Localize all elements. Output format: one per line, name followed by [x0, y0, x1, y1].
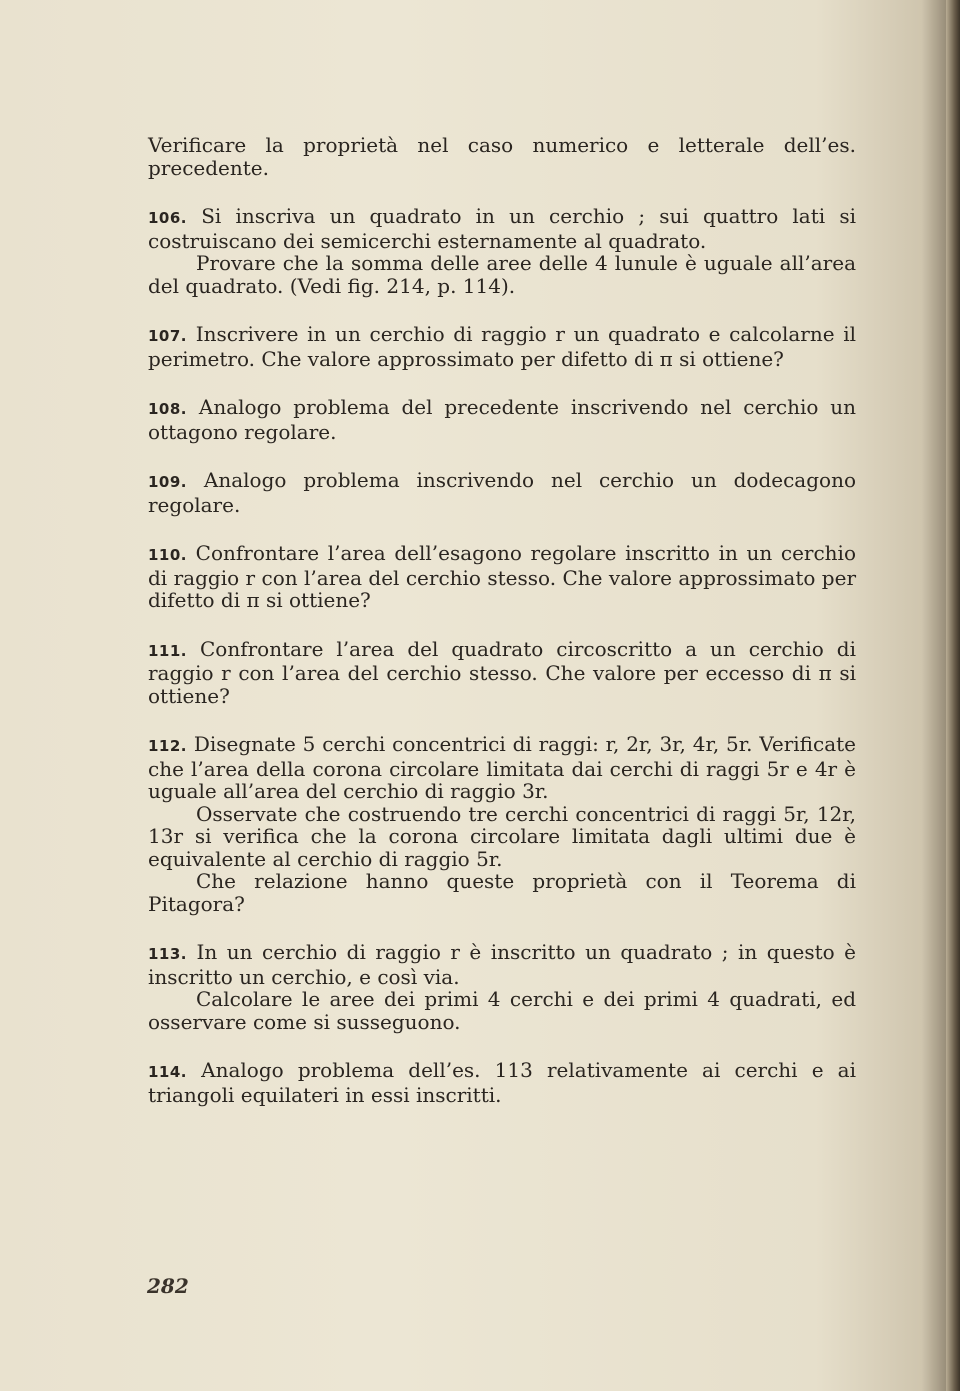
intro-paragraph: Verificare la proprietà nel caso numerico e letterale dell’es. precedente.: [148, 133, 856, 180]
exercise-107: [148, 323, 856, 370]
exercise-number: 111.: [148, 641, 188, 660]
exercise-112: [148, 733, 856, 915]
exercise-text: Analogo problema del precedente inscrivendo nel cerchio un ottagono regolare.: [148, 395, 857, 444]
exercise-108: [148, 396, 856, 443]
exercise-110: [148, 542, 856, 612]
exercise-text: Si inscriva un quadrato in un cerchio ; sui quattro lati si costruiscano dei semicerchi esternamente al quadrato.: [148, 204, 857, 253]
exercise-113: [148, 941, 856, 1033]
exercise-text: Inscrivere in un cerchio di raggio r un quadrato e calcolarne il perimetro. Che valore approssimato per difetto di π si ottiene?: [148, 322, 857, 371]
exercise-text: Provare che la somma delle aree delle 4 lunule è uguale all’area del quadrato. (Vedi fig. 214, p. 114).: [148, 251, 856, 298]
exercise-text: Confrontare l’area del quadrato circoscritto a un cerchio di raggio r con l’area del cerchio stesso. Che valore per eccesso di π si ottiene?: [148, 636, 856, 708]
exercise-number: 113.: [148, 945, 188, 963]
exercise-text: Analogo problema inscrivendo nel cerchio un dodecagono regolare.: [148, 468, 856, 517]
exercise-number: 110.: [148, 546, 188, 564]
exercise-number: 114.: [148, 1063, 188, 1081]
exercise-text: Osservate che costruendo tre cerchi concentrici di raggi 5r, 12r, 13r si verifica che la corona circolare limitata dagli ultimi due è equivalente al cerchio di raggio 5r.: [148, 801, 856, 871]
exercise-text: Disegnate 5 cerchi concentrici di raggi: r, 2r, 3r, 4r, 5r. Verificate che l’area della corona circolare limitata dai cerchi di raggi 5r e 4r è uguale all’area del cerchio di raggio 3r.: [148, 732, 856, 803]
exercise-text: Analogo problema dell’es. 113 relativamente ai cerchi e ai triangoli equilateri in essi inscritti.: [148, 1058, 856, 1107]
exercise-text: Confrontare l’area dell’esagono regolare inscritto in un cerchio di raggio r con l’area del cerchio stesso. Che valore approssimato per difetto di π si ottiene?: [148, 541, 856, 612]
exercise-106: [148, 205, 856, 297]
exercise-114: [148, 1059, 856, 1106]
exercise-number: 108.: [148, 400, 188, 418]
exercise-number: 112.: [148, 737, 188, 755]
exercise-text: Calcolare le aree dei primi 4 cerchi e dei primi 4 quadrati, ed osservare come si susseguono.: [148, 987, 856, 1034]
exercise-text: Che relazione hanno queste proprietà con il Teorema di Pitagora?: [148, 869, 856, 916]
page-edge-shadow: [946, 0, 960, 1391]
exercise-number: 109.: [148, 473, 188, 491]
page-number: 282: [147, 1274, 189, 1298]
exercise-number: 106.: [148, 209, 188, 227]
exercise-111: [148, 638, 856, 708]
exercise-number: 107.: [148, 327, 188, 345]
page-body: [148, 134, 856, 1132]
exercise-109: [148, 469, 856, 516]
exercise-text: In un cerchio di raggio r è inscritto un quadrato ; in questo è inscritto un cerchio, e così via.: [148, 940, 856, 989]
